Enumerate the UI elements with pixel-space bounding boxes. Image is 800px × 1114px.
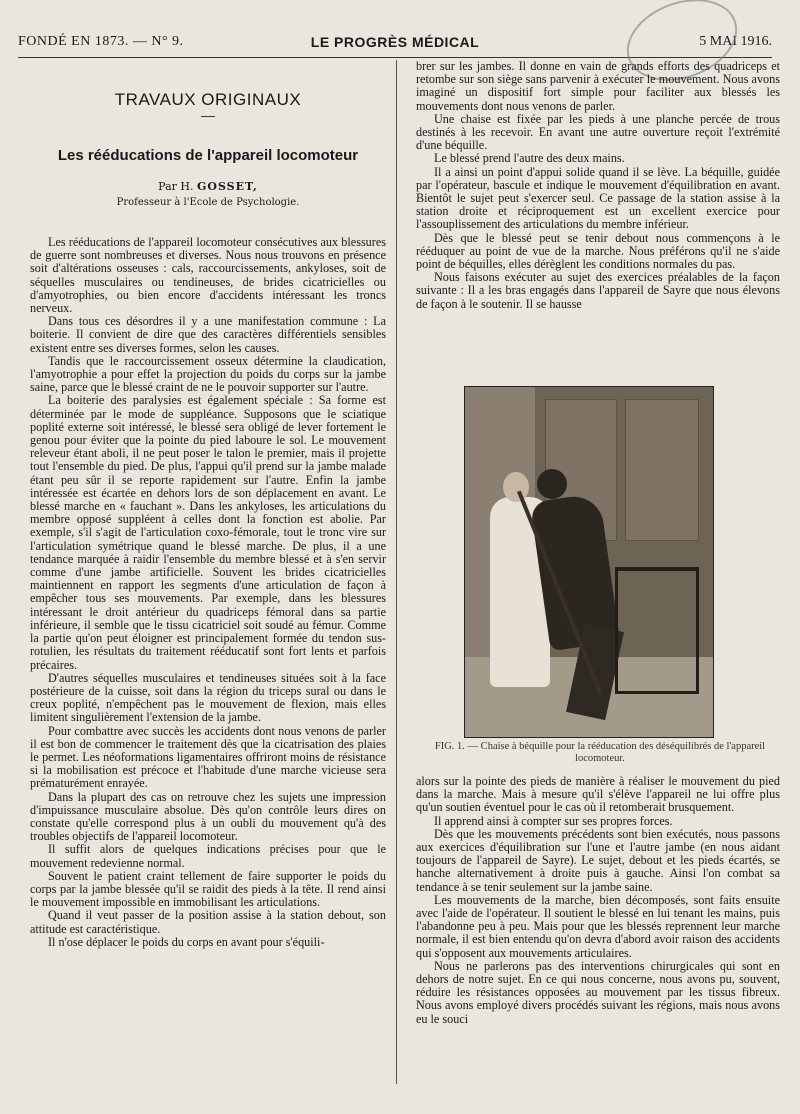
- paragraph: Dès que les mouvements précédents sont bien exécutés, nous passons aux exercices d'équilibration sur l'une et l'autre jambe (en nous aidant toujours de l'appareil de Sayre). Le sujet, debout et les pieds écartés, se hanche alternativement à droite puis à gauche. Ainsi l'on combat sa tendance à se tenir seulement sur la jambe saine.: [416, 826, 780, 894]
- photo-door-right: [625, 399, 699, 541]
- paragraph: Il a ainsi un point d'appui solide quand il se lève. La béquille, guidée par l'opérateur, bascule et indique le mouvement d'équilibration en avant. Bientôt le sujet peut s'exercer seul. Ce passage de la station assise à la station droite et réciproquement est un excellent exercice pour l'assouplissement des articulations du membre inférieur.: [416, 164, 780, 232]
- photo-patient-head: [537, 469, 567, 499]
- author-name: GOSSET,: [196, 180, 258, 193]
- article-title: Les rééducations de l'appareil locomoteur: [57, 147, 359, 164]
- paragraph: brer sur les jambes. Il donne en vain de grands efforts des quadriceps et retombe sur son siège sans parvenir à exécuter le mouvement. Nous avons imaginé un dispositif fort simple pour faciliter aux blessés les mouvements dont nous venons de parler.: [416, 60, 780, 113]
- section-dash: [201, 116, 215, 117]
- paragraph: Nous faisons exécuter au sujet des exercices préalables de la façon suivante : Il a les bras engagés dans l'appareil de Sayre que nous élevons de façon à le soutenir. Il se hausse: [416, 270, 780, 311]
- byline: [30, 180, 386, 193]
- paragraph: Une chaise est fixée par les pieds à une planche percée de trous destinés à les recevoir. En avant une autre ouverture reçoit l'extrémité d'une béquille.: [416, 111, 780, 153]
- paragraph: Il apprend ainsi à compter sur ses propres forces.: [434, 813, 673, 828]
- figure-photograph: [464, 386, 714, 738]
- journal-title: LE PROGRÈS MÉDICAL: [310, 34, 480, 50]
- header-date: 5 MAI 1916.: [699, 34, 772, 49]
- paragraph: Quand il veut passer de la position assise à la station debout, son attitude est caractéristique.: [30, 908, 386, 936]
- byline-prefix: Par H.: [158, 180, 194, 193]
- paragraph: Souvent le patient craint tellement de faire supporter le poids du corps par la jambe blessée qu'il se raidit des pieds à la tête. Il rend ainsi le mouvement impossible en immobilisant les articulations.: [30, 868, 386, 910]
- column-divider: [396, 60, 397, 1084]
- section-heading: TRAVAUX ORIGINAUX: [114, 90, 302, 109]
- figure-caption: FIG. 1. — Chaise à béquille pour la rééducation des déséquilibrés de l'appareil locomoteur.: [434, 741, 766, 764]
- paragraph: Tandis que le raccourcissement osseux détermine la claudication, l'amyotrophie a pour effet la projection du poids du corps sur la jambe saine, parce que le blessé craint de ne le pouvoir supporter sur l'autre.: [30, 353, 386, 395]
- paragraph: Pour combattre avec succès les accidents dont nous venons de parler il est bon de commencer le traitement dès que la cicatrisation des plaies le permet. Les néoformations ligamentaires offriront moins de résistance si la mobilisation est précoce et l'habitude d'une marche vicieuse sera prématurément enrayée.: [30, 723, 386, 791]
- paragraph: alors sur la pointe des pieds de manière à réaliser le mouvement du pied dans la marche. Mais à mesure qu'il s'élève l'appareil ne lui offre plus qu'un soutien éventuel pour le cas où il retomberait brusquement.: [416, 775, 780, 815]
- paragraph: D'autres séquelles musculaires et tendineuses situées soit à la face postérieure de la cuisse, soit dans la région du triceps sural ou dans le creux poplité, n'empêchent pas le mouvement de flexion, mais elles limitent singulièrement l'extension de la jambe.: [30, 670, 386, 725]
- right-column-bottom: [416, 775, 780, 1090]
- paragraph: Il n'ose déplacer le poids du corps en avant pour s'équili-: [48, 934, 325, 949]
- header-founded: FONDÉ EN 1873. — N° 9.: [18, 34, 184, 49]
- paragraph: Dans la plupart des cas on retrouve chez les sujets une impression d'impuissance musculaire absolue. Dès qu'on contrôle leurs dires on constate qu'elle correspond plus à un oubli du mouvement qu'à des troubles objectifs de l'appareil locomoteur.: [30, 789, 386, 844]
- paragraph: La boiterie des paralysies est également spéciale : Sa forme est déterminée par le mode de suppléance. Supposons que le sciatique poplité externe soit intéressé, le blessé sera obligé de lever fortement le genou pour éviter que la pointe du pied laboure le sol. Le mouvement releveur étant aboli, il ne peut poser le talon le premier, mais il projette tout l'ensemble du pied. De plus, l'appui qu'il prend sur la jambe malade étant peu sûr il se reporte rapidement sur l'autre. Enfin la jambe intéressée est écartée en dehors lors de son déplacement en avant. Le blessé marche en « fauchant ». Dans les ankyloses, les articulations du membre opposé suppléent à celles dont la fonction est abolie. Par exemple, s'il s'agit de l'articulation coxo-fémorale, tout le tronc vire sur l'articulation symétrique quand le blessé marche. De plus, il a une tendance marquée à raidir l'ensemble du membre blessé et à s'en servir comme d'une jambe artificielle. Souvent les brides cicatricielles maintiennent en rapport les segments d'une articulation de façon à empêcher tous ses mouvements. Par exemple, dans les blessures intéressant le droit antérieur du quadriceps fémoral dans sa partie inférieure, il semble que le tissu cicatriciel soit soudé au fémur. Comme la partie qu'on peut éloigner est principalement formée du tendon sus-rotulien, les résultats du traitement rééducatif sont fort lents et parfois précaires.: [30, 393, 386, 672]
- photo-operator-head: [503, 472, 529, 502]
- paragraph: Les rééducations de l'appareil locomoteur consécutives aux blessures de guerre sont nombreuses et diverses. Nous nous trouvons en présence soit d'altérations osseuses : cals, raccourcissements, ankyloses, soit de séquelles musculaires ou tendineuses, de brides cicatricielles ou d'amyotrophies, ou bien encore d'accidents intéressant les troncs nerveux.: [30, 235, 386, 316]
- paragraph: Les mouvements de la marche, bien décomposés, sont faits ensuite avec l'aide de l'opérateur. Il soutient le blessé en lui tenant les mains, puis l'abandonne peu à peu. Mais pour que les blessés reprennent leur marche normale, il est bien entendu qu'on devra d'abord avoir raison des accidents qui s'opposent aux mouvements articulaires.: [416, 892, 780, 960]
- paragraph: Il suffit alors de quelques indications précises pour que le mouvement redevienne normal.: [30, 842, 386, 870]
- author-affiliation: Professeur à l'Ecole de Psychologie.: [116, 197, 300, 208]
- paragraph: Nous ne parlerons pas des interventions chirurgicales qui sont en dehors de notre sujet. En ce qui nous concerne, nous avons pu, souvent, réduire les résistances opposées au mouvement par les tissus fibreux. Nous avons employé divers procédés suivant les régions, mais nous avons eu le souci: [416, 958, 780, 1026]
- paragraph: Dès que le blessé peut se tenir debout nous commençons à le rééduquer au point de vue de la marche. Nous préférons qu'il ne s'aide point de béquilles, elles dérèglent les conditions normales du pas.: [416, 230, 780, 272]
- left-column: [30, 60, 386, 1090]
- paragraph: Dans tous ces désordres il y a une manifestation commune : La boiterie. Il convient de dire que des caractères différentiels sensibles existent entre ses diverses formes, selon les causes.: [30, 314, 386, 355]
- right-column-top: [416, 60, 780, 380]
- paragraph: Le blessé prend l'autre des deux mains.: [434, 151, 625, 166]
- photo-chair: [615, 567, 699, 694]
